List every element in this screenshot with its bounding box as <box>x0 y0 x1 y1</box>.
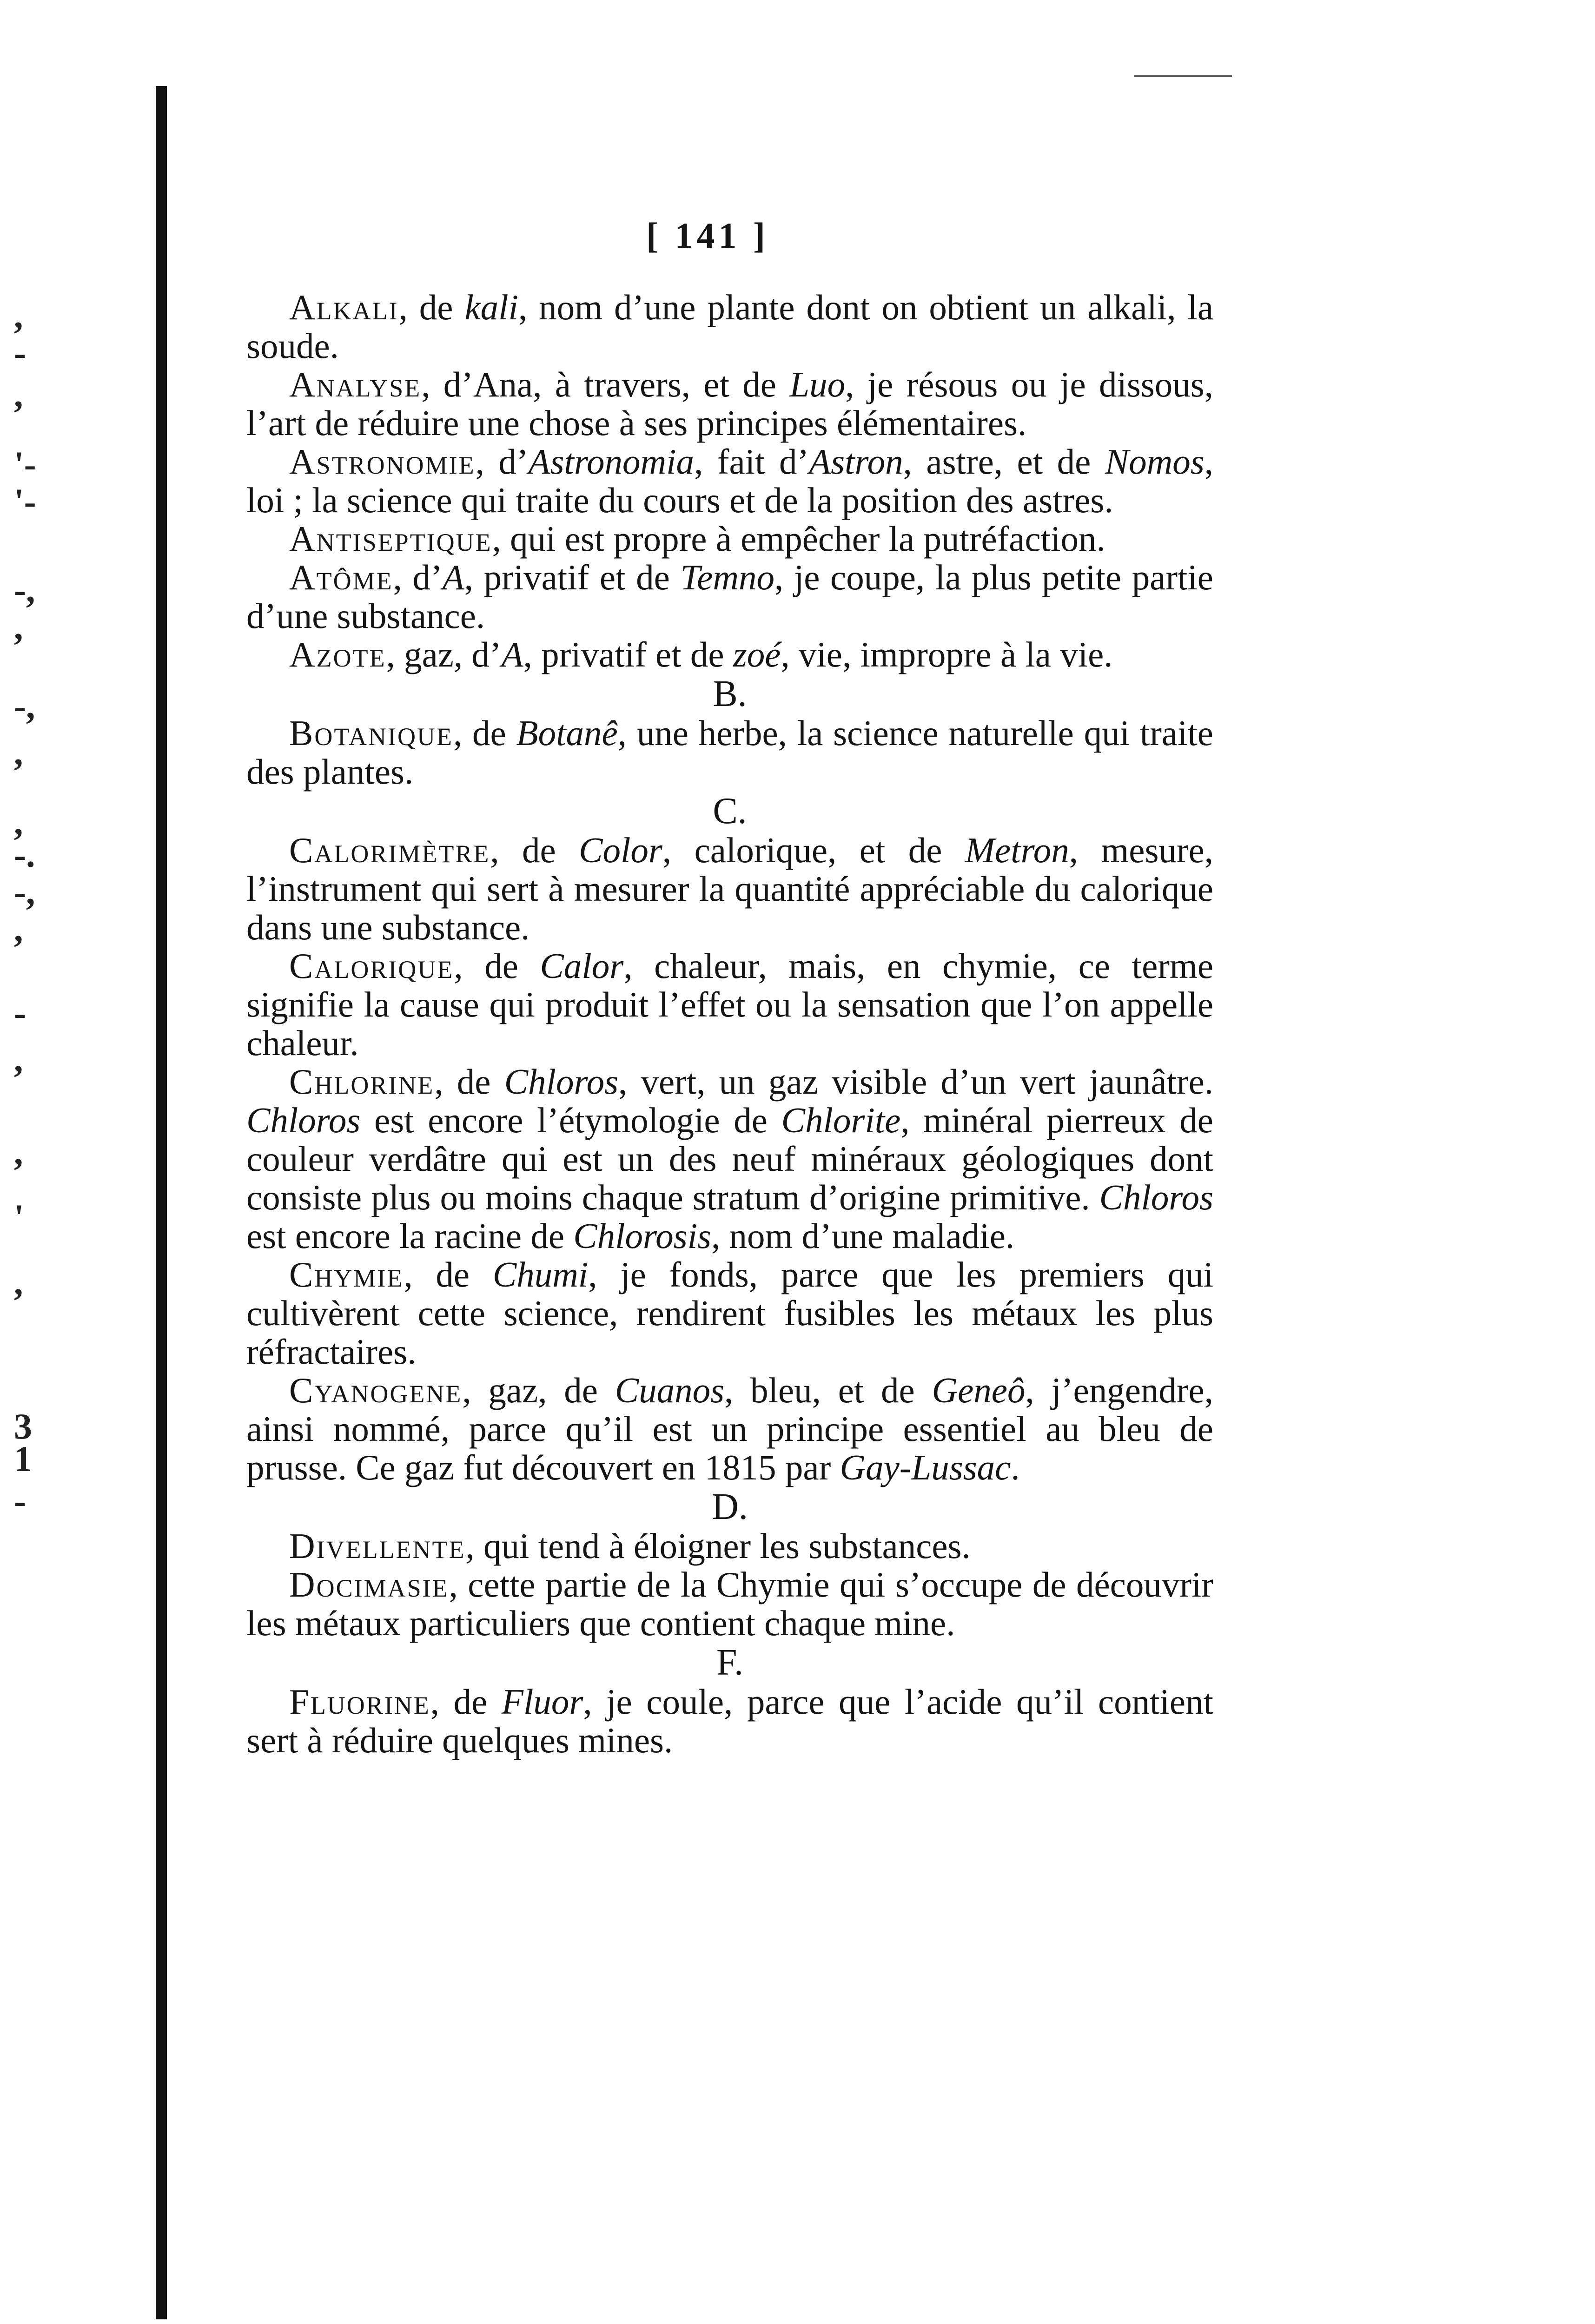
margin-mark: - <box>14 332 26 373</box>
entry-etymon: Fluor <box>501 1682 583 1722</box>
glossary-entry <box>246 947 1213 1063</box>
entry-text: , nom d’une plante dont on obtient un alkali, la soude. <box>246 287 1213 366</box>
margin-mark: '- <box>14 481 36 522</box>
entry-etymon: kali <box>464 287 518 327</box>
page-number: [ 141 ] <box>646 215 769 256</box>
entry-term: Antiseptique <box>289 519 492 559</box>
margin-mark: , <box>14 295 23 336</box>
entry-text: est encore la racine de <box>246 1216 574 1256</box>
glossary-entry <box>246 1683 1213 1760</box>
margin-mark: - <box>14 992 26 1033</box>
entry-text: , d’Ana, à travers, et de <box>421 364 790 404</box>
margin-mark: , <box>14 1262 23 1302</box>
entry-etymon: zoé <box>733 634 781 674</box>
entry-etymon: Botanê <box>516 713 618 753</box>
entry-text: , je coupe, la plus petite partie d’une substance. <box>246 557 1213 636</box>
entry-text: , d’ <box>393 557 443 597</box>
glossary-entry <box>246 1063 1213 1255</box>
glossary-entry <box>246 365 1213 442</box>
entry-text: , vie, impropre à la vie. <box>781 634 1113 674</box>
entry-etymon: Chloros <box>1099 1177 1213 1217</box>
entry-etymon: Metron <box>965 830 1069 870</box>
glossary-entry <box>246 714 1213 791</box>
margin-mark: , <box>14 802 23 842</box>
entry-etymon: Astron <box>809 442 903 482</box>
entries-a <box>246 288 1213 674</box>
entry-term: Atôme <box>289 557 393 597</box>
margin-mark: -, <box>14 686 35 726</box>
section-letter-f: F. <box>716 1642 744 1683</box>
entry-text: , gaz, de <box>462 1370 615 1410</box>
entry-text: , privatif et de <box>523 634 733 674</box>
entry-text: , vert, un gaz visible d’un vert jaunâtre. <box>618 1062 1213 1102</box>
margin-mark: '- <box>14 444 36 484</box>
entry-text: , qui est propre à empêcher la putréfaction. <box>492 519 1105 559</box>
entry-etymon: Color <box>579 830 662 870</box>
glossary-text <box>246 288 1213 1760</box>
margin-mark: , <box>14 374 23 415</box>
entry-text: , je fonds, parce que les premiers qui cultivèrent cette science, rendirent fusibles les métaux les plus réfractaires. <box>246 1254 1213 1372</box>
entry-etymon: A <box>501 634 523 674</box>
entry-text: , fait d’ <box>694 442 809 482</box>
top-rule <box>1134 75 1232 77</box>
entry-term: Chymie <box>289 1254 404 1294</box>
entry-text: , chaleur, mais, en chymie, ce terme signifie la cause qui produit l’effet ou la sensation que l’on appelle chaleur. <box>246 946 1213 1063</box>
entry-term: Azote <box>289 634 386 674</box>
entry-text: , de <box>404 1254 493 1294</box>
entry-term: Astronomie <box>289 442 476 482</box>
entry-text: , de <box>454 946 540 986</box>
glossary-entry <box>246 831 1213 947</box>
margin-mark: 3 <box>14 1406 32 1446</box>
entry-term: Alkali <box>289 287 399 327</box>
margin-mark: 1 <box>14 1439 32 1479</box>
glossary-entry <box>246 442 1213 520</box>
entries-d <box>246 1527 1213 1643</box>
entry-text: , de <box>453 713 516 753</box>
entry-text: est encore l’étymologie de <box>360 1100 781 1140</box>
binding-edge <box>156 86 167 2319</box>
entry-text: , une herbe, la science naturelle qui traite des plantes. <box>246 713 1213 792</box>
glossary-entry <box>246 1565 1213 1643</box>
entry-etymon: Chumi <box>492 1254 589 1294</box>
margin-mark: , <box>14 909 23 949</box>
section-letter-b: B. <box>713 673 747 714</box>
entry-etymon: Chloros <box>504 1062 619 1102</box>
entry-etymon: Calor <box>540 946 624 986</box>
margin-mark: -. <box>14 834 35 875</box>
entry-text: , de <box>398 287 465 327</box>
margin-mark: , <box>14 1039 23 1079</box>
margin-mark: -, <box>14 872 35 912</box>
glossary-entry <box>246 558 1213 635</box>
entry-text: , loi ; la science qui traite du cours et de la position des astres. <box>246 442 1213 520</box>
entry-text: , je résous ou je dissous, l’art de réduire une chose à ses principes élémentaires. <box>246 364 1213 443</box>
entry-text: , de <box>490 830 579 870</box>
entry-text: , je coule, parce que l’acide qu’il contient sert à réduire quelques mines. <box>246 1682 1213 1760</box>
entry-term: Analyse <box>289 364 422 404</box>
entry-etymon: Geneô <box>932 1370 1026 1410</box>
entry-text: , astre, et de <box>903 442 1105 482</box>
entry-text: , mesure, l’instrument qui sert à mesurer la quantité appréciable du calorique dans une substance. <box>246 830 1214 947</box>
entry-etymon: Chlorosis <box>573 1216 711 1256</box>
glossary-entry <box>246 520 1213 558</box>
entry-text: , cette partie de la Chymie qui s’occupe de découvrir les métaux particuliers que contient chaque mine. <box>246 1565 1213 1643</box>
entry-term: Calorimètre <box>289 830 490 870</box>
entry-text: , j’engendre, ainsi nommé, parce qu’il est un principe essentiel au bleu de prusse. Ce gaz fut découvert en 1815 par <box>246 1370 1213 1487</box>
entries-c <box>246 831 1213 1487</box>
entry-text: , d’ <box>475 442 529 482</box>
glossary-entry <box>246 635 1213 674</box>
entry-term: Fluorine <box>289 1682 430 1722</box>
entry-text: , de <box>430 1682 502 1722</box>
entries-b <box>246 714 1213 791</box>
glossary-entry <box>246 288 1213 365</box>
margin-mark: , <box>14 607 23 647</box>
entry-text: , bleu, et de <box>724 1370 932 1410</box>
entry-term: Botanique <box>289 713 453 753</box>
section-letter-c: C. <box>713 791 747 832</box>
entry-etymon: Luo <box>789 364 846 404</box>
margin-mark: , <box>14 1132 23 1172</box>
margin-mark: , <box>14 732 23 772</box>
glossary-entry <box>246 1527 1213 1565</box>
entries-f <box>246 1683 1213 1760</box>
entry-etymon: Temno <box>680 557 774 597</box>
entry-term: Chlorine <box>289 1062 435 1102</box>
entry-text: , privatif et de <box>464 557 681 597</box>
entry-term: Divellente <box>289 1526 466 1566</box>
margin-marks <box>0 0 70 2324</box>
entry-etymon: Nomos <box>1105 442 1205 482</box>
margin-mark: - <box>14 1480 26 1521</box>
entry-text: , calorique, et de <box>662 830 965 870</box>
entry-etymon: Cuanos <box>615 1370 725 1410</box>
entry-text: , gaz, d’ <box>386 634 502 674</box>
margin-mark: ' <box>14 1197 24 1237</box>
entry-term: Docimasie <box>289 1565 449 1604</box>
margin-mark: -, <box>14 569 35 610</box>
glossary-entry <box>246 1371 1213 1487</box>
entry-text: . <box>1011 1447 1020 1487</box>
entry-text: , nom d’une maladie. <box>711 1216 1015 1256</box>
entry-text: , de <box>434 1062 504 1102</box>
entry-term: Calorique <box>289 946 454 986</box>
entry-term: Cyanogene <box>289 1370 463 1410</box>
glossary-entry <box>246 1255 1213 1371</box>
section-letter-d: D. <box>712 1486 748 1527</box>
entry-etymon: A <box>442 557 464 597</box>
entry-etymon: Gay-Lussac <box>840 1447 1011 1487</box>
entry-text: , minéral pierreux de couleur verdâtre qui est un des neuf minéraux géologiques dont consiste plus ou moins chaque stratum d’origine primitive. <box>246 1100 1213 1217</box>
entry-etymon: Chlorite <box>781 1100 901 1140</box>
entry-text: , qui tend à éloigner les substances. <box>465 1526 971 1566</box>
entry-etymon: Astronomia <box>528 442 695 482</box>
entry-etymon: Chloros <box>246 1100 361 1140</box>
